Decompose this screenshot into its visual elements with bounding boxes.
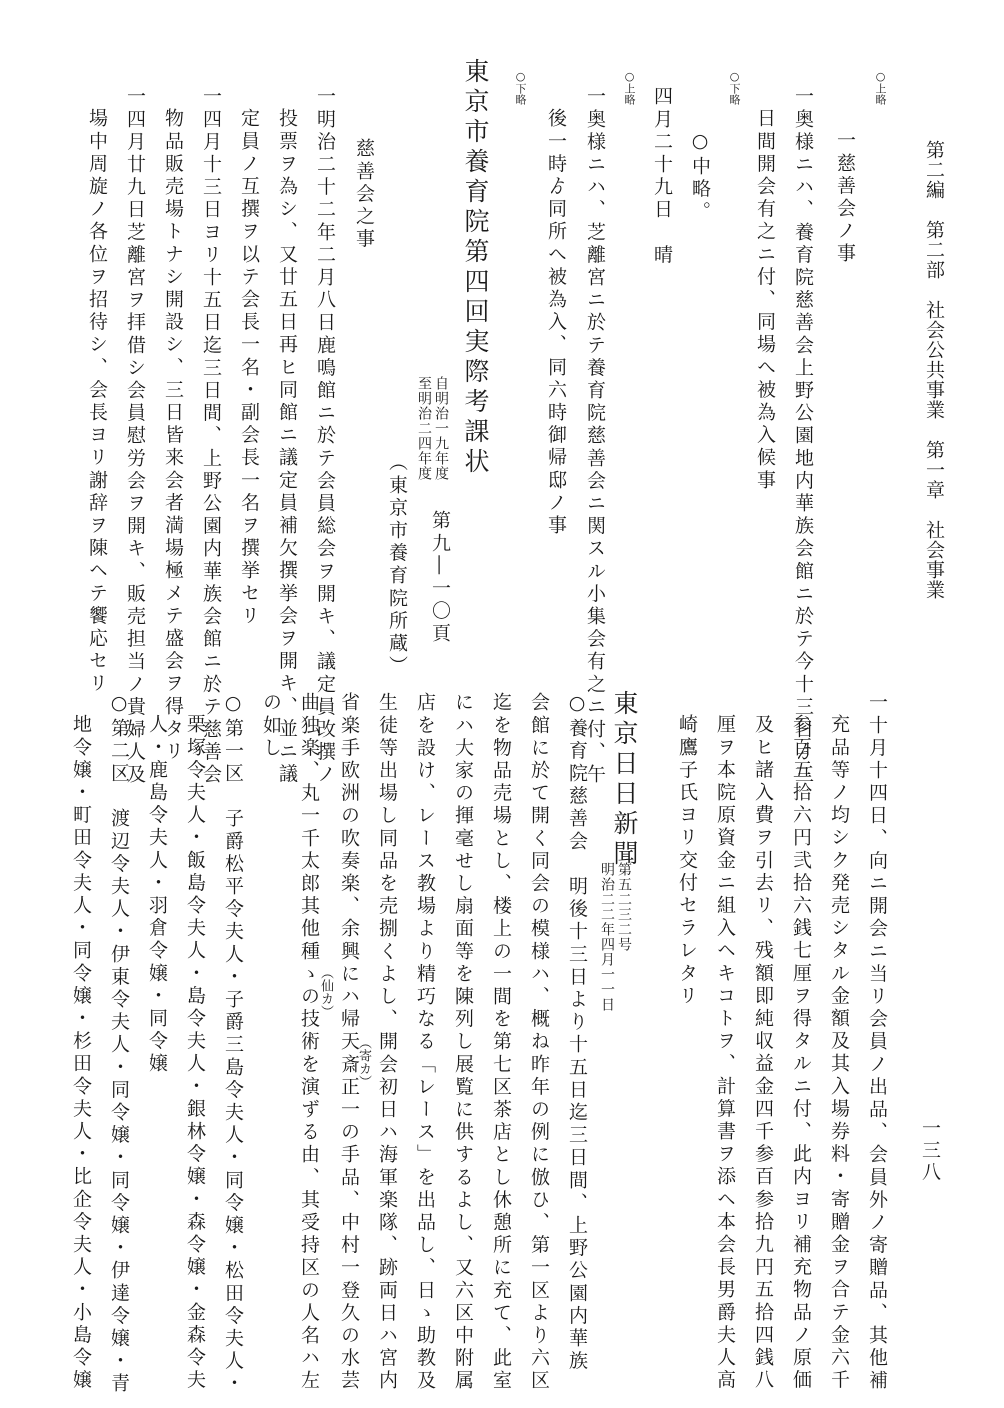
text-line: 省楽手欧洲の吹奏楽、余興にハ帰天斎正一の手品、中村一登久の水芸	[338, 692, 360, 1393]
text-line: 充品等ノ均シク発売シタル金額及其入場券料・寄贈金ヲ合テ金六千	[828, 714, 850, 1392]
text-line: 四月二十九日 晴	[651, 86, 673, 267]
omission-marker: ○上略	[623, 70, 636, 105]
text-line: 投票ヲ為シ、又廿五日再ヒ同館ニ議定員補欠撰挙会ヲ開キ、並ニ議	[276, 108, 298, 786]
editorial-note: （寄カ）	[356, 1036, 371, 1088]
text-line: ○中略。	[689, 130, 711, 224]
omission-marker: ○下略	[728, 70, 741, 105]
text-line: 一明治二十二年二月八日鹿鳴館ニ於テ会員総会ヲ開キ、議定員改撰ノ	[314, 86, 336, 787]
text-line: 曲独楽、丸一千太郎其他種ゝの技術を演ずる由、其受持区の人名ハ左	[298, 692, 320, 1393]
newspaper-issue-number: 第五二三二号	[616, 862, 632, 952]
omission-marker: ○下略	[514, 70, 527, 105]
text-line: 店を設け、レース教場より精巧なる「レース」を出品し、日ゝ助教及	[414, 692, 436, 1393]
text-line: 地令嬢・町田令夫人・同令嬢・杉田令夫人・比企令夫人・小島令嬢	[70, 714, 92, 1392]
text-line: 人・鹿島令夫人・羽倉令嬢・同令嬢	[146, 714, 168, 1076]
report-title: 東京市養育院第四回実際考課状	[461, 58, 490, 478]
text-line: 栗塚令夫人・飯島令夫人・島令夫人・銀林令嬢・森令嬢・金森令夫	[184, 714, 206, 1392]
newspaper-issue-date: 明治二二年四月一一日	[599, 862, 615, 1012]
text-line: ○第二区 渡辺令夫人・伊東令夫人・同令嬢・同令嬢・伊達令嬢・青	[108, 692, 130, 1396]
text-line: 一奥様ニハ、芝離宮ニ於テ養育院慈善会ニ関スル小集会有之ニ付、午	[584, 86, 606, 787]
editorial-note: （仙カ）	[318, 966, 333, 1018]
text-line: 一四月廿九日芝離宮ヲ拝借シ会員慰労会ヲ開キ、販売担当ノ貴婦人及	[124, 86, 146, 787]
text-line: 場中周旋ノ各位ヲ招待シ、会長ヨリ謝辞ヲ陳ヘテ饗応セリ	[86, 108, 108, 696]
page-number: 一三八	[919, 1118, 941, 1184]
omission-marker: ○上略	[874, 70, 887, 105]
text-line: ○養育院慈善会 明後十三日より十五日迄三日間、上野公園内華族	[566, 692, 588, 1373]
text-line: ○第一区 子爵松平令夫人・子爵三島令夫人・同令嬢・松田令夫人・	[222, 692, 244, 1396]
text-line: 定員ノ互撰ヲ以テ会長一名・副会長一名ヲ撰挙セリ	[238, 108, 260, 628]
report-period-to: 至明治二四年度	[416, 376, 432, 481]
report-pages: 第九―一〇頁	[429, 510, 451, 646]
text-line: 一奥様ニハ、養育院慈善会上野公園地内華族会館ニ於テ今十三日ゟ三	[792, 86, 814, 787]
text-line: 及ヒ諸入費ヲ引去リ、残額即純収益金四千参百参拾九円五拾四銭八	[752, 714, 774, 1392]
text-line: 参百五拾六円弐拾六銭七厘ヲ得タルニ付、此内ヨリ補充物品ノ原価	[790, 714, 812, 1392]
section-title: 慈善会之事	[353, 138, 375, 251]
text-line: 一十月十四日、向ニ開会ニ当リ会員ノ出品、会員外ノ寄贈品、其他補	[866, 692, 888, 1393]
text-line: 日間開会有之ニ付、同場へ被為入候事	[754, 108, 776, 493]
text-line: 物品販売場トナシ開設シ、三日皆来会者満場極メテ盛会ヲ得タリ	[162, 108, 184, 764]
text-line: にハ大家の揮毫せし扇面等を陳列し展覧に供するよし、又六区中附属	[452, 692, 474, 1393]
text-line: 厘ヲ本院原資金ニ組入ヘキコトヲ、計算書ヲ添ヘ本会長男爵夫人高	[714, 714, 736, 1392]
text-line: 崎鷹子氏ヨリ交付セラレタリ	[676, 714, 698, 1008]
newspaper-title: 東京日日新聞	[610, 690, 639, 870]
collection-note: （東京市養育院所蔵）	[386, 452, 408, 678]
text-line: 一四月十三日ヨリ十五日迄三日間、上野公園内華族会館ニ於テ慈善会	[200, 86, 222, 787]
text-line: 迄を物品売場とし、楼上の一間を第七区茶店とし休憩所に充て、此室	[490, 692, 512, 1393]
report-period-from: 自明治一九年度	[433, 376, 449, 481]
text-line: 後一時ゟ同所へ被為入、同六時御帰邸ノ事	[545, 108, 567, 538]
text-line: 生徒等出場し同品を売捌くよし、開会初日ハ海軍楽隊、跡両日ハ宮内	[376, 692, 398, 1393]
running-head: 第二編 第二部 社会公共事業 第一章 社会事業	[923, 140, 945, 600]
text-line: 一慈善会ノ事	[834, 130, 856, 266]
text-line: 会館に於て開く同会の模様ハ、概ね昨年の例に倣ひ、第一区より六区	[528, 692, 550, 1393]
text-line: の如し	[260, 692, 282, 760]
